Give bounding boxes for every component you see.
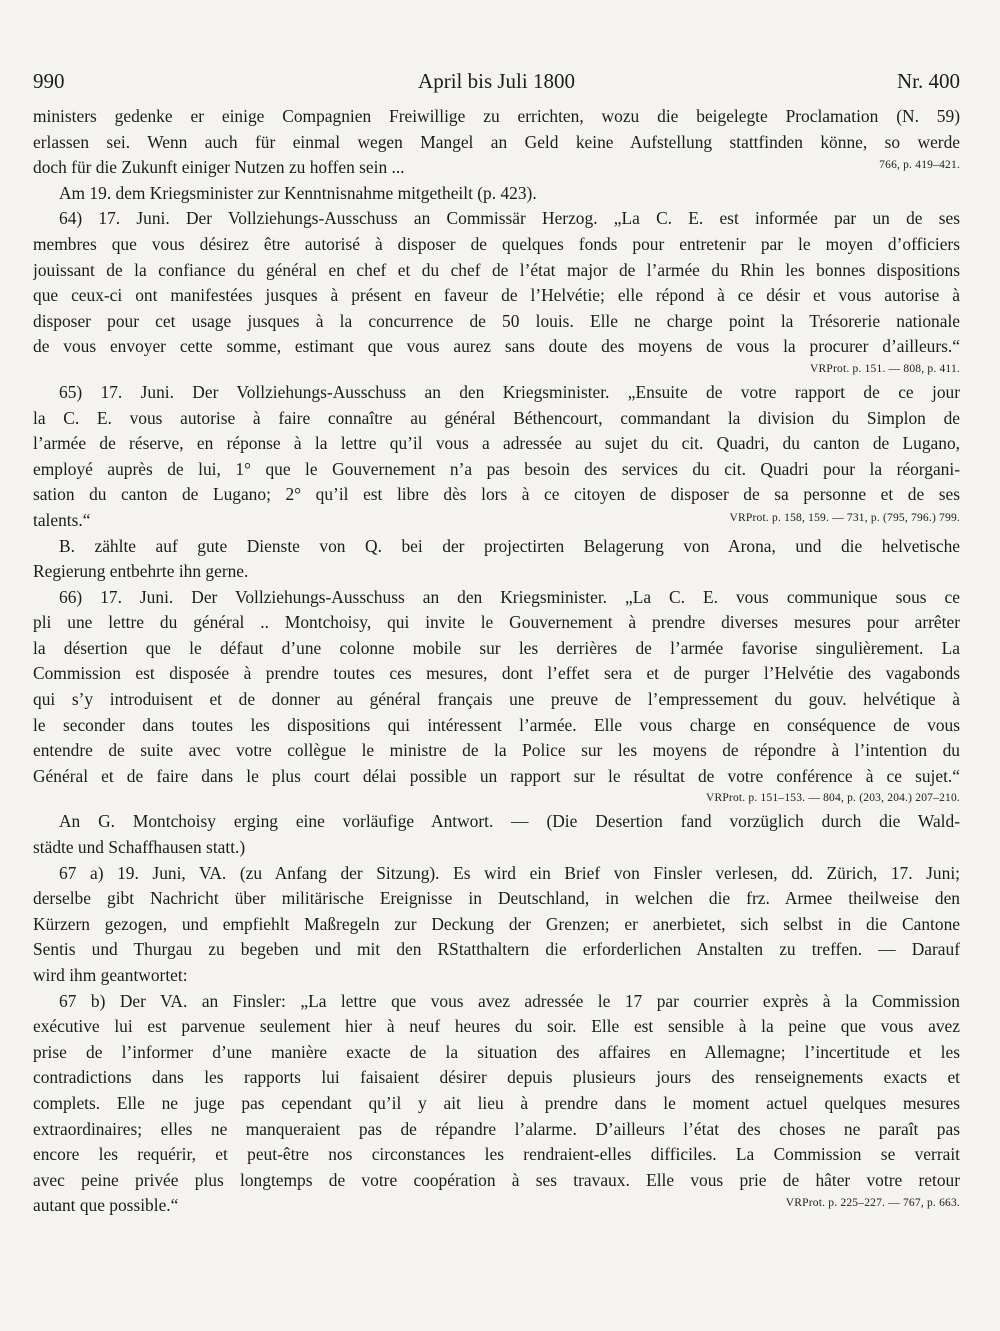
text-line: exécutive lui est parvenue seulement hier à neuf heures du soir. Elle est sensible à la peine que vous avez [33,1016,960,1037]
text-line-with-reference [33,1193,960,1219]
paragraph-continuation [33,104,960,181]
paragraph-note [33,181,960,207]
text-line: wird ihm geantwortet: [33,965,188,985]
text-line: encore les requérir, et peut-être nos circonstances les rendraient-elles difficiles. La Commission se verrait [33,1144,960,1165]
page-header [33,66,960,96]
text-line: pli une lettre du général .. Montchoisy, qui invite le Gouvernement à prendre diverses mesures pour arrêter [33,612,960,633]
text-line: qui s’y introduisent et de donner au général français une preuve de l’empressement du gouv. helvétique à [33,689,960,710]
text-line: Général et de faire dans le plus court délai possible un rapport sur le résultat de votre conférence à ce sujet.“ [33,765,960,786]
text-line: Commission est disposée à prendre toutes ces mesures, dont l’effet sera et de purger l’Helvétie des vagabonds [33,663,960,684]
text-line: 66) 17. Juni. Der Vollziehungs-Ausschuss an den Kriegsminister. „La C. E. vous communique sous ce [59,586,960,607]
text-line: An G. Montchoisy erging eine vorläufige Antwort. — (Die Desertion fand vorzüglich durch die Wald- [59,811,960,832]
text-line: autant que possible.“ [33,1195,179,1216]
entry-67b [33,989,960,1219]
text-line: ministers gedenke er einige Compagnien Freiwillige zu errichten, wozu die beigelegte Proclamation (N. 59) [33,106,960,126]
source-reference: VRProt. p. 151–153. — 804, p. (203, 204.) 207–210. [705,792,960,805]
text-line: doch für die Zukunft einiger Nutzen zu hoffen sein ... [33,157,405,178]
page-body [33,104,960,1219]
text-line: Kürzern gezogen, und empfiehlt Maßregeln zur Deckung der Grenzen; er anerbietet, sich selbst in die Cantone [33,913,960,934]
text-line: extraordinaires; elles ne manqueraient pas de répandre l’alarme. D’ailleurs l’état des choses ne paraît pas [33,1118,960,1139]
source-reference: 766, p. 419–421. [879,159,960,172]
text-line: la C. E. vous autorise à faire connaître au général Béthencourt, commandant la division du Simplon de [33,407,960,428]
text-line: sation du canton de Lugano; 2° qu’il est libre dès lors à ce citoyen de disposer de sa personne et de ses [33,484,960,505]
text-line: l’armée de réserve, en réponse à la lettre qu’il vous a adressée au sujet du cit. Quadri, du canton de Lugano, [33,433,960,454]
text-line: städte und Schaffhausen statt.) [33,837,246,858]
text-line: contradictions dans les rapports lui faisaient désirer depuis plusieurs jours des renseignements exacts et [33,1067,960,1088]
text-line: 67 a) 19. Juni, VA. (zu Anfang der Sitzung). Es wird ein Brief von Finsler verlesen, dd. Zürich, 17. Juni; [59,862,960,883]
text-line: entendre de suite avec votre collègue le ministre de la Police sur les moyens de répondre à l’intention du [33,740,960,761]
entry-67a [33,861,960,989]
text-line: employé auprès de lui, 1° que le Gouvernement n’a pas besoin des services du cit. Quadri pour la réorgani- [33,458,960,479]
text-line: Sentis und Thurgau zu begeben und mit den RStatthaltern die erforderlichen Anstalten zu treffen. — Darauf [33,939,960,960]
text-line: Regierung entbehrte ihn gerne. [33,561,249,582]
paragraph-note [33,809,960,860]
text-line: 67 b) Der VA. an Finsler: „La lettre que vous avez adressée le 17 par courrier exprès à la Commission [59,990,960,1011]
entry-64 [33,206,960,380]
text-line: talents.“ [33,509,91,530]
text-line: erlassen sei. Wenn auch für einmal wegen Mangel an Geld keine Aufstellung stattfinden könne, so werde [33,131,960,152]
paragraph-note [33,534,960,585]
text-line: membres que vous désirez être autorisé à disposer de quelques fonds pour entretenir par le moyen d’officiers [33,233,960,254]
running-title: April bis Juli 1800 [418,69,575,93]
text-line: 65) 17. Juni. Der Vollziehungs-Ausschuss an den Kriegsminister. „Ensuite de votre rapport de ce jour [59,381,960,402]
text-line: de vous envoyer cette somme, estimant que vous aurez sans doute des moyens de vous la procurer d’ailleurs.“ [33,336,960,357]
source-reference: VRProt. p. 225–227. — 767, p. 663. [785,1197,960,1210]
source-reference: VRProt. p. 151. — 808, p. 411. [810,362,960,375]
text-line: prise de l’informer d’une manière exacte de la situation des affaires en Allemagne; l’incertitude et les [33,1041,960,1062]
text-line: le seconder dans toutes les dispositions qui intéressent l’armée. Elle vous charge en conséquence de vous [33,714,960,735]
text-line: Am 19. dem Kriegsminister zur Kenntnisnahme mitgetheilt (p. 423). [59,182,537,203]
text-line: disposer pour cet usage jusques à la concurrence de 50 louis. Elle ne charge point la Trésorerie nationale [33,310,960,331]
text-line: complets. Elle ne juge pas cependant qu’il y ait lieu à prendre dans le moment actuel quelques mesures [33,1092,960,1113]
page-number: 990 [33,69,65,93]
text-line: jouissant de la confiance du général en chef et du chef de l’état major de l’armée du Rhin les bonnes dispositions [33,259,960,280]
entry-66 [33,585,960,810]
text-line: 64) 17. Juni. Der Vollziehungs-Ausschuss an Commissär Herzog. „La C. E. est informée par un de ses [59,208,960,229]
text-line: la désertion que le défaut d’une colonne mobile sur les derrières de l’armée favorise singulièrement. La [33,637,960,658]
text-line: derselbe gibt Nachricht über militärische Ereignisse in Deutschland, in welchen die frz. Armee theilweise den [33,888,960,909]
entry-65 [33,380,960,534]
text-line: B. zählte auf gute Dienste von Q. bei der projectirten Belagerung von Arona, und die helvetische [59,535,960,556]
text-line-with-reference [33,508,960,534]
source-reference: VRProt. p. 158, 159. — 731, p. (795, 796.) 799. [729,511,960,524]
text-line: avec peine privée plus longtemps de votre coopération à ses travaux. Elle vous prie de hâter votre retour [33,1169,960,1190]
text-line-with-reference [33,155,960,181]
text-line: que ceux-ci ont manifestées jusques à présent en faveur de l’Helvétie; elle répond à ce désir et vous autorise à [33,285,960,306]
document-number: Nr. 400 [897,69,960,93]
